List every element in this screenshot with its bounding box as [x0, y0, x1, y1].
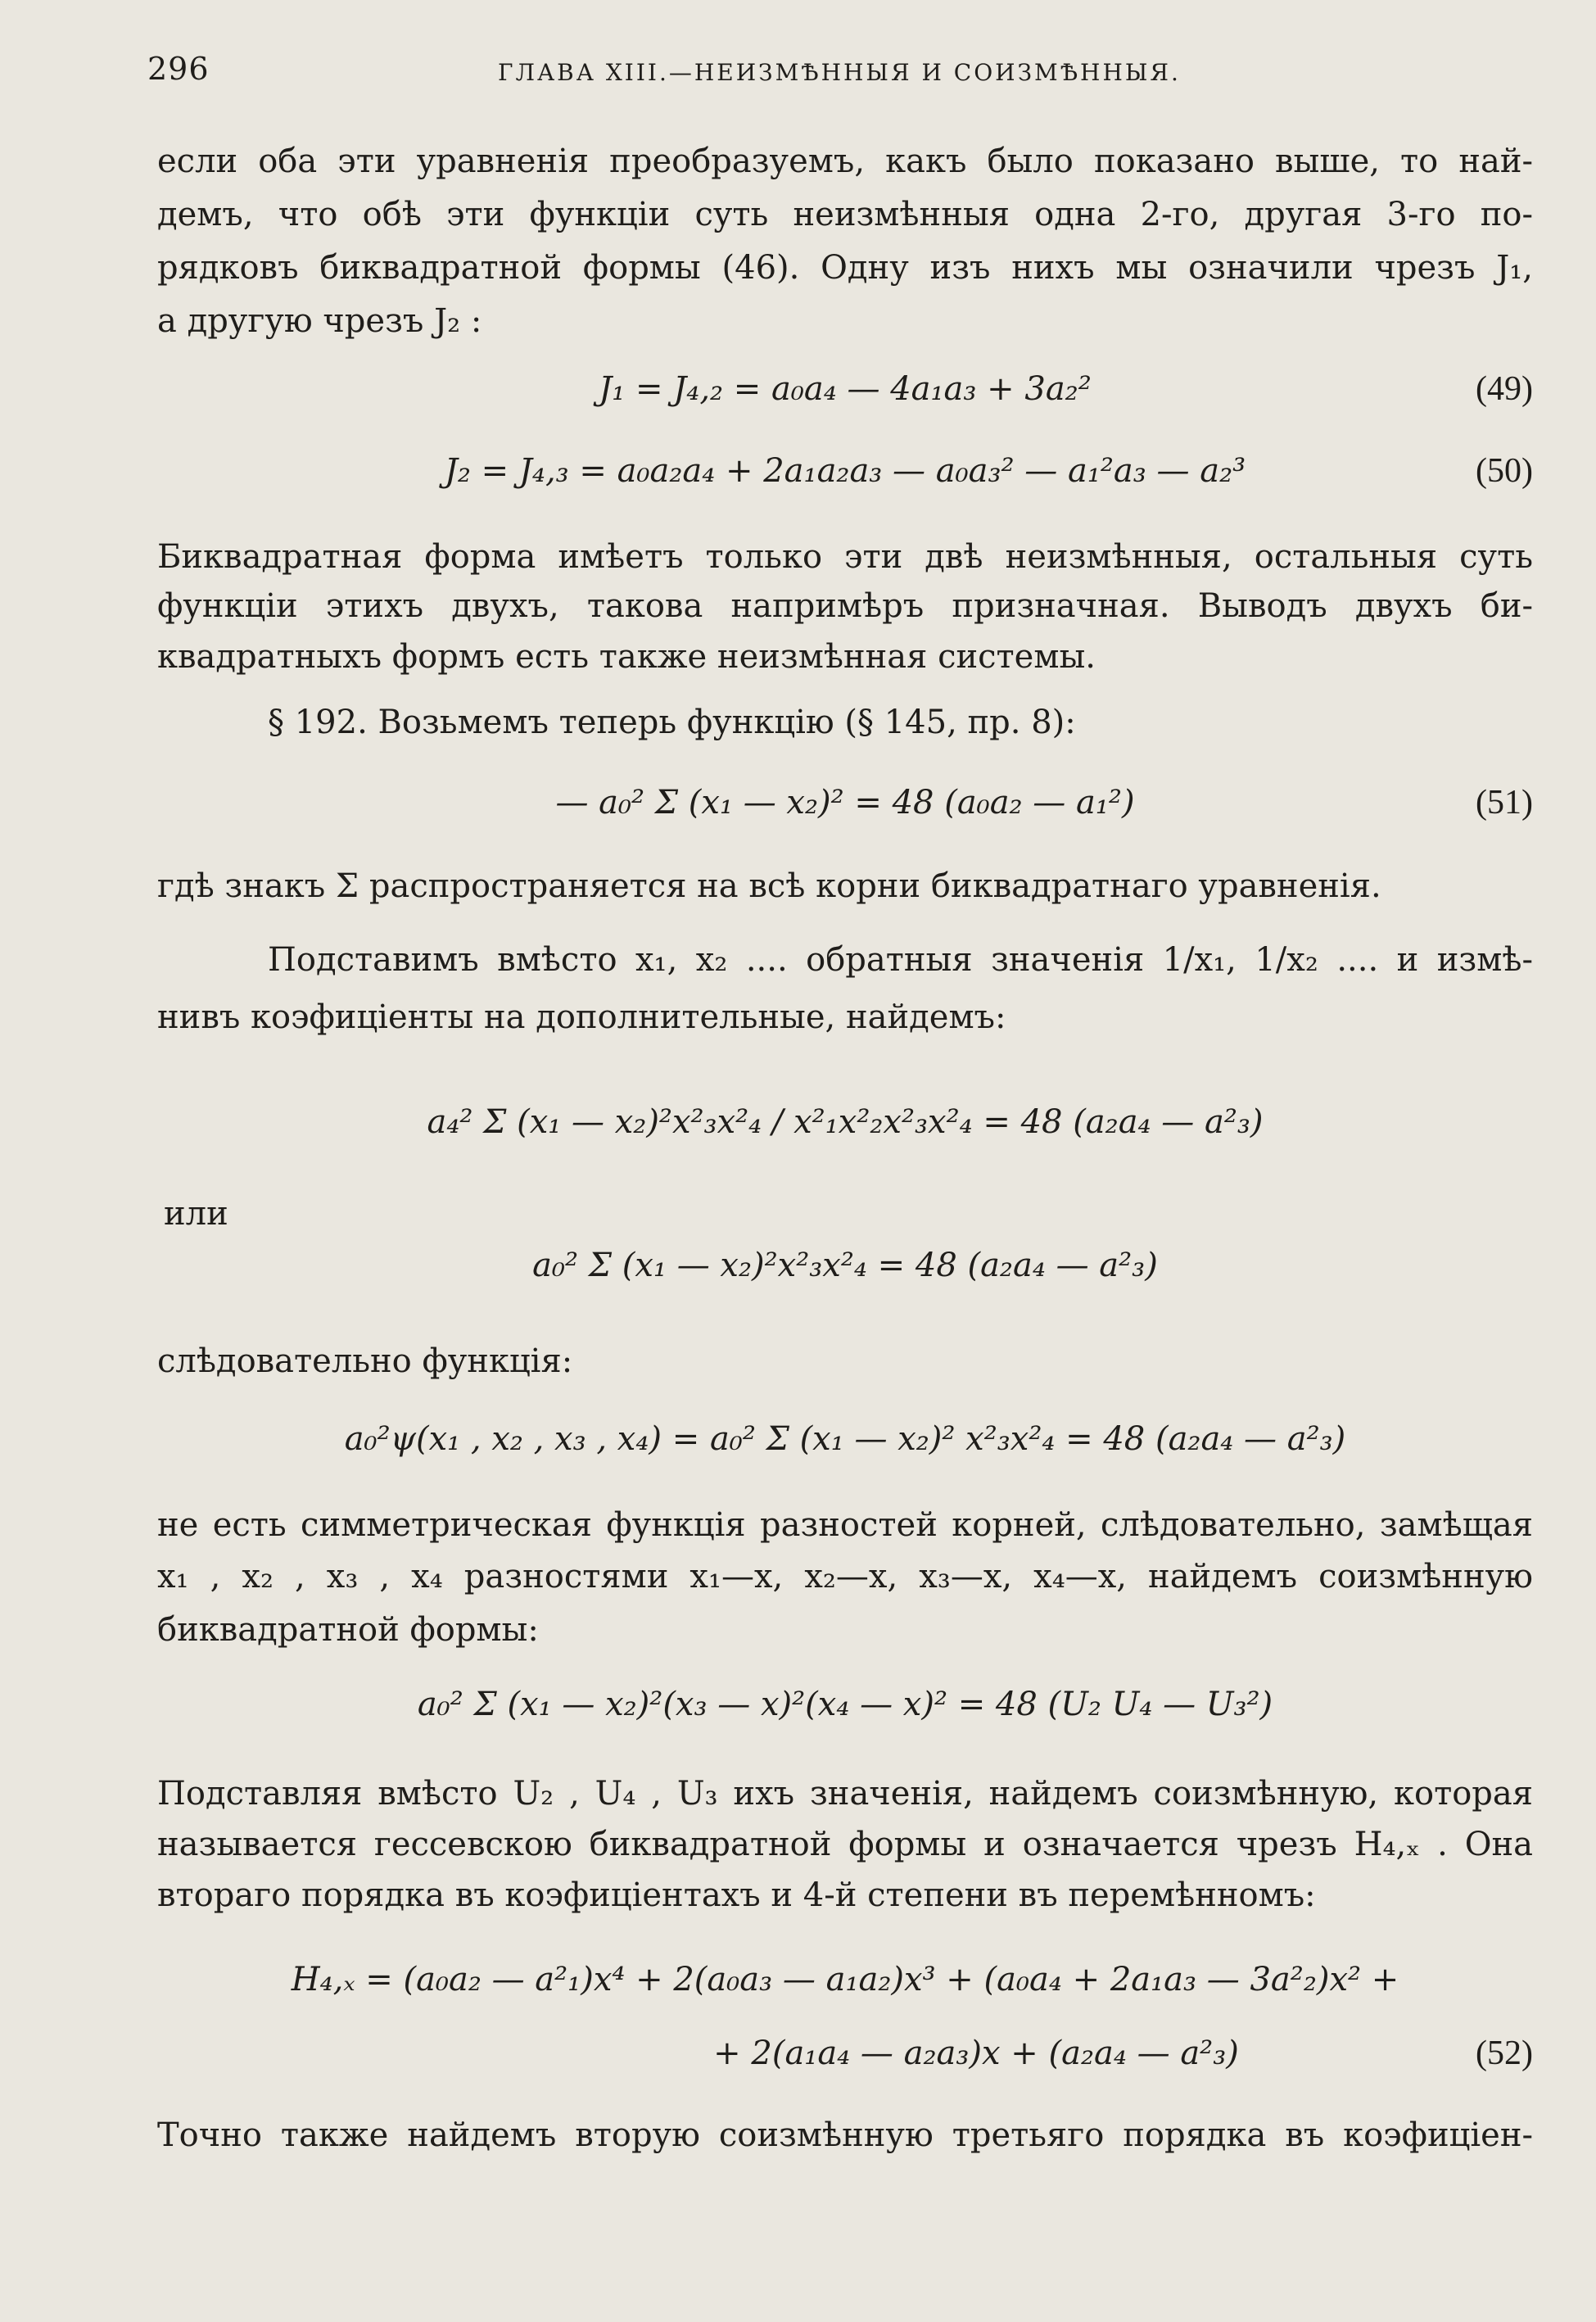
page-number: 296 [147, 51, 210, 87]
equation-covariant [157, 1676, 1533, 1733]
paragraph-2-line-3: квадратныхъ формъ есть также неизмѣнная системы. [157, 638, 1096, 676]
paragraph-8-line-3: втораго порядка въ коэфиціентахъ и 4-й степени въ перемѣнномъ: [157, 1876, 1316, 1914]
paragraph-7-line-2: x₁ , x₂ , x₃ , x₄ разностями x₁—x, x₂—x, x₃—x, x₄—x, найдемъ соизмѣнную [157, 1558, 1533, 1596]
paragraph-6: слѣдовательно функція: [157, 1342, 573, 1380]
paragraph-7-line-1: не есть симметрическая функція разностей корней, слѣдовательно, замѣщая [157, 1506, 1533, 1544]
running-head: ГЛАВА XIII.—НЕИЗМѢННЫЯ И СОИЗМѢННЫЯ. [498, 59, 1181, 86]
equation-simplified [157, 1237, 1533, 1294]
equation-52-line-2-expression: + 2(a₁a₄ — a₂a₃)x + (a₂a₄ — a²₃) [713, 2035, 1239, 2072]
equation-49-number: (49) [1476, 370, 1533, 408]
equation-51-number: (51) [1476, 784, 1533, 822]
equation-50 [157, 442, 1533, 500]
equation-50-number: (50) [1476, 452, 1533, 490]
equation-52-line-2 [157, 2025, 1533, 2082]
equation-52-line-1 [157, 1951, 1533, 2008]
paragraph-7-line-3: биквадратной формы: [157, 1611, 539, 1649]
paragraph-1-line-1: если оба эти уравненія преобразуемъ, какъ было показано выше, то най- [157, 143, 1533, 180]
equation-simplified-expression: a₀² Σ (x₁ — x₂)²x²₃x²₄ = 48 (a₂a₄ — a²₃) [532, 1247, 1158, 1284]
equation-52-number: (52) [1476, 2035, 1533, 2072]
paragraph-8-line-1: Подставляя вмѣсто U₂ , U₄ , U₃ ихъ значенія, найдемъ соизмѣнную, которая [157, 1775, 1533, 1813]
word-or: или [164, 1195, 228, 1233]
equation-49-expression: J₁ = J₄,₂ = a₀a₄ — 4a₁a₃ + 3a₂² [599, 370, 1092, 408]
equation-reciprocal [157, 1093, 1533, 1151]
equation-52-line-1-expression: H₄,ₓ = (a₀a₂ — a²₁)x⁴ + 2(a₀a₃ — a₁a₂)x³ + (a₀a₄ + 2a₁a₃ — 3a²₂)x² + [291, 1961, 1399, 1998]
paragraph-8-line-2: называется гессевскою биквадратной формы и означается чрезъ H₄,ₓ . Она [157, 1826, 1533, 1863]
paragraph-5-line-2: нивъ коэфиціенты на дополнительные, найдемъ: [157, 998, 1006, 1036]
paragraph-1-line-2: демъ, что обѣ эти функціи суть неизмѣнныя одна 2-го, другая 3-го по- [157, 196, 1533, 233]
equation-50-expression: J₂ = J₄,₃ = a₀a₂a₄ + 2a₁a₂a₃ — a₀a₃² — a₁²a₃ — a₂³ [444, 452, 1246, 490]
equation-covariant-expression: a₀² Σ (x₁ — x₂)²(x₃ — x)²(x₄ — x)² = 48 (U₂ U₄ — U₃²) [417, 1686, 1273, 1723]
paragraph-1-line-4: а другую чрезъ J₂ : [157, 302, 482, 340]
equation-psi-expression: a₀²ψ(x₁ , x₂ , x₃ , x₄) = a₀² Σ (x₁ — x₂)² x²₃x²₄ = 48 (a₂a₄ — a²₃) [344, 1420, 1346, 1458]
paragraph-1-line-3: рядковъ биквадратной формы (46). Одну изъ нихъ мы означили чрезъ J₁, [157, 249, 1533, 287]
paragraph-4: гдѣ знакъ Σ распространяется на всѣ корни биквадратнаго уравненія. [157, 867, 1381, 905]
equation-49 [157, 360, 1533, 418]
paragraph-2-line-2: функціи этихъ двухъ, такова напримѣръ призначная. Выводъ двухъ би- [157, 587, 1533, 625]
section-192-intro: § 192. Возьмемъ теперь функцію (§ 145, пр. 8): [268, 704, 1076, 741]
equation-reciprocal-expression: a₄² Σ (x₁ — x₂)²x²₃x²₄ / x²₁x²₂x²₃x²₄ = 48 (a₂a₄ — a²₃) [427, 1103, 1264, 1141]
paragraph-2-line-1: Биквадратная форма имѣетъ только эти двѣ неизмѣнныя, остальныя суть [157, 538, 1533, 576]
equation-psi [157, 1410, 1533, 1468]
page-header [147, 51, 1531, 100]
equation-51 [157, 774, 1533, 831]
paragraph-9: Точно также найдемъ вторую соизмѣнную третьяго порядка въ коэфиціен- [157, 2116, 1533, 2154]
paragraph-5-line-1: Подставимъ вмѣсто x₁, x₂ .... обратныя значенія 1/x₁, 1/x₂ .... и измѣ- [268, 941, 1533, 979]
equation-51-expression: — a₀² Σ (x₁ — x₂)² = 48 (a₀a₂ — a₁²) [555, 784, 1135, 822]
